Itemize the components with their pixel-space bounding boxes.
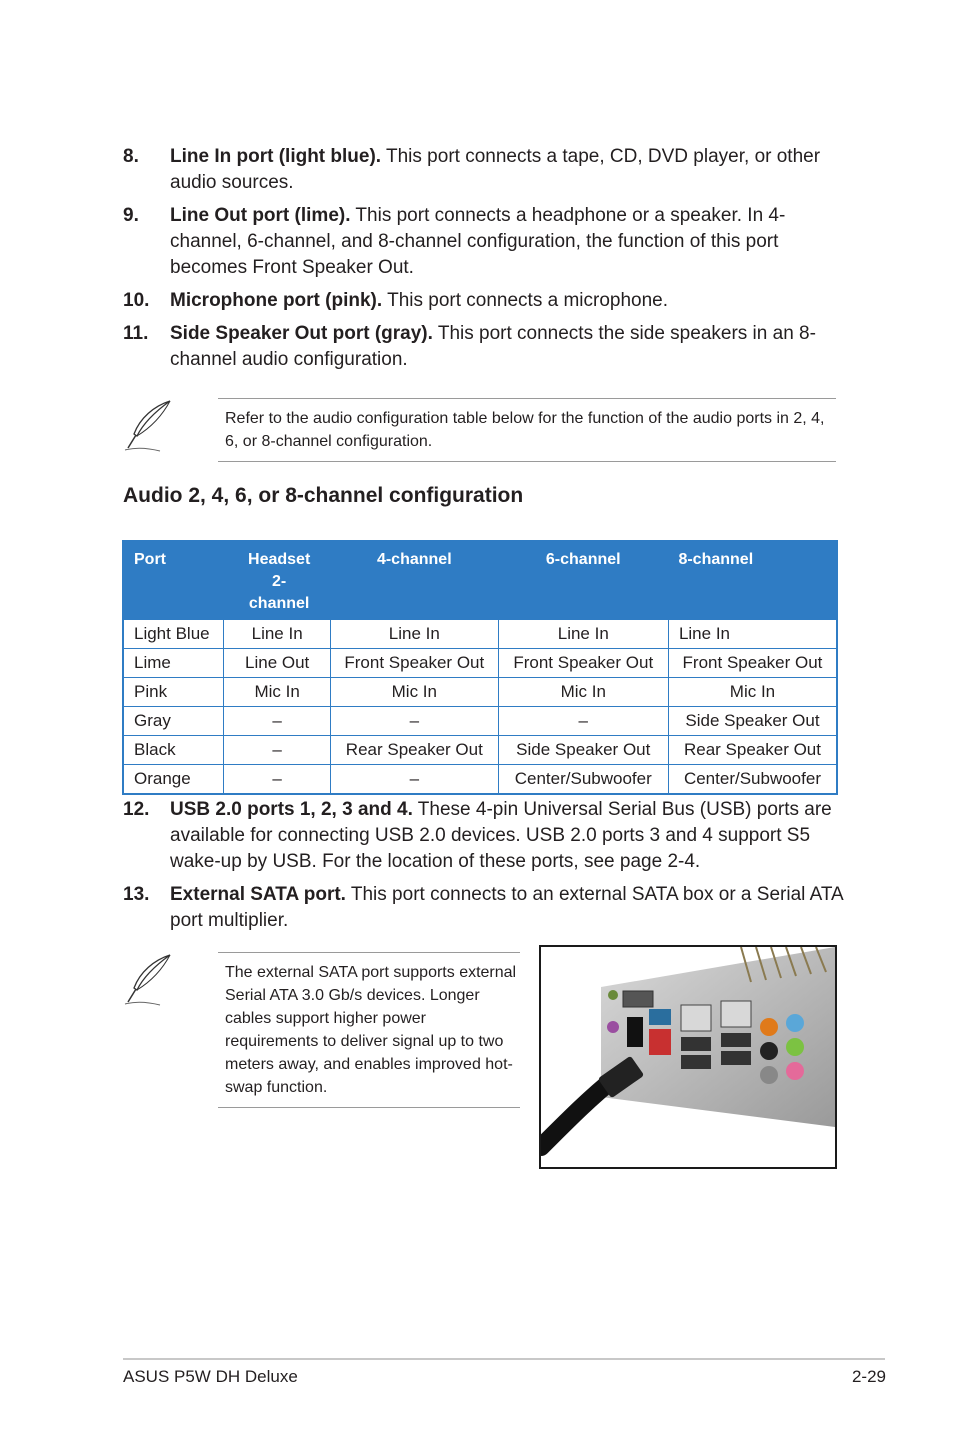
item-body: These 4-pin Universal Serial Bus (USB) ports are available for connecting USB 2.0 devices. USB 2.0 ports 3 and 4 support S5 wake-up by USB. For the location of these ports, see page 2-4. xyxy=(170,799,832,872)
table-cell: Line In xyxy=(331,620,499,649)
section-title: Audio 2, 4, 6, or 8-channel configuration xyxy=(123,484,524,507)
item-lead: External SATA port. xyxy=(170,884,346,905)
table-cell: Mic In xyxy=(668,678,837,707)
table-cell: Gray xyxy=(123,707,224,736)
table-cell: Rear Speaker Out xyxy=(668,736,837,765)
footer-divider xyxy=(123,1358,885,1360)
footer-product: ASUS P5W DH Deluxe xyxy=(123,1367,298,1386)
table-cell: Side Speaker Out xyxy=(668,707,837,736)
table-row xyxy=(123,765,837,795)
item-body: This port connects a headphone or a speaker. In 4-channel, 6-channel, and 8-channel configuration, the function of this port becomes Front Speaker Out. xyxy=(170,205,786,278)
table-cell: Light Blue xyxy=(123,620,224,649)
table-row xyxy=(123,736,837,765)
quill-pen-icon xyxy=(120,398,178,454)
rear-panel-photo xyxy=(539,945,837,1169)
table-cell: Front Speaker Out xyxy=(331,649,499,678)
table-cell: Line Out xyxy=(224,649,331,678)
audio-config-table xyxy=(122,540,838,795)
table-cell: Center/Subwoofer xyxy=(498,765,668,795)
table-cell: – xyxy=(224,765,331,795)
header-8ch: 8-channel xyxy=(668,541,837,620)
table-cell: – xyxy=(331,765,499,795)
table-cell: Mic In xyxy=(498,678,668,707)
item-lead: Microphone port (pink). xyxy=(170,290,383,311)
table-cell: Mic In xyxy=(224,678,331,707)
item-body: This port connects a microphone. xyxy=(382,290,669,311)
item-lead: Side Speaker Out port (gray). xyxy=(170,323,433,344)
note-text: Refer to the audio configuration table below for the function of the audio ports in 2, 4, 6, or 8-channel configuration. xyxy=(218,398,836,462)
header-port: Port xyxy=(123,541,224,620)
note-audio-config xyxy=(120,398,840,462)
page-number: 2-29 xyxy=(851,1367,886,1386)
table-cell: Side Speaker Out xyxy=(498,736,668,765)
list-item-8 xyxy=(123,144,843,196)
item-number: 10. xyxy=(123,290,150,311)
list-item-11 xyxy=(123,321,843,373)
list-item-10 xyxy=(123,288,843,314)
header-headset: Headset 2-channel xyxy=(224,541,331,620)
table-cell: Black xyxy=(123,736,224,765)
list-item-12 xyxy=(123,797,843,875)
table-cell: Front Speaker Out xyxy=(498,649,668,678)
item-lead: USB 2.0 ports 1, 2, 3 and 4. xyxy=(170,799,413,820)
list-item-9 xyxy=(123,203,843,281)
table-header-row xyxy=(123,541,837,620)
table-cell: Orange xyxy=(123,765,224,795)
header-4ch: 4-channel xyxy=(331,541,499,620)
header-6ch: 6-channel xyxy=(498,541,668,620)
table-cell: Line In xyxy=(668,620,837,649)
table-cell: Pink xyxy=(123,678,224,707)
table-cell: Front Speaker Out xyxy=(668,649,837,678)
list-item-13 xyxy=(123,882,843,934)
rear-panel-illustration xyxy=(541,947,835,1167)
table-row xyxy=(123,678,837,707)
item-number: 12. xyxy=(123,799,150,820)
table-cell: – xyxy=(224,736,331,765)
table-row xyxy=(123,707,837,736)
table-row xyxy=(123,620,837,649)
table-cell: Center/Subwoofer xyxy=(668,765,837,795)
item-number: 11. xyxy=(123,323,149,344)
table-cell: Line In xyxy=(224,620,331,649)
item-lead: Line In port (light blue). xyxy=(170,146,382,167)
item-body: This port connects the side speakers in an 8-channel audio configuration. xyxy=(170,323,816,370)
item-body: This port connects to an external SATA box or a Serial ATA port multiplier. xyxy=(170,884,843,931)
item-number: 13. xyxy=(123,884,150,905)
item-body: This port connects a tape, CD, DVD player, or other audio sources. xyxy=(170,146,821,193)
table-row xyxy=(123,649,837,678)
note-text: The external SATA port supports external Serial ATA 3.0 Gb/s devices. Longer cables support higher power requirements to deliver signal up to two meters away, and enables improved hot-swap function. xyxy=(218,952,520,1108)
item-number: 8. xyxy=(123,146,139,167)
table-cell: – xyxy=(331,707,499,736)
table-cell: Rear Speaker Out xyxy=(331,736,499,765)
quill-pen-icon xyxy=(120,952,178,1008)
table-cell: Lime xyxy=(123,649,224,678)
table-cell: Mic In xyxy=(331,678,499,707)
item-lead: Line Out port (lime). xyxy=(170,205,351,226)
table-cell: Line In xyxy=(498,620,668,649)
table-cell: – xyxy=(498,707,668,736)
table-cell: – xyxy=(224,707,331,736)
item-number: 9. xyxy=(123,205,139,226)
